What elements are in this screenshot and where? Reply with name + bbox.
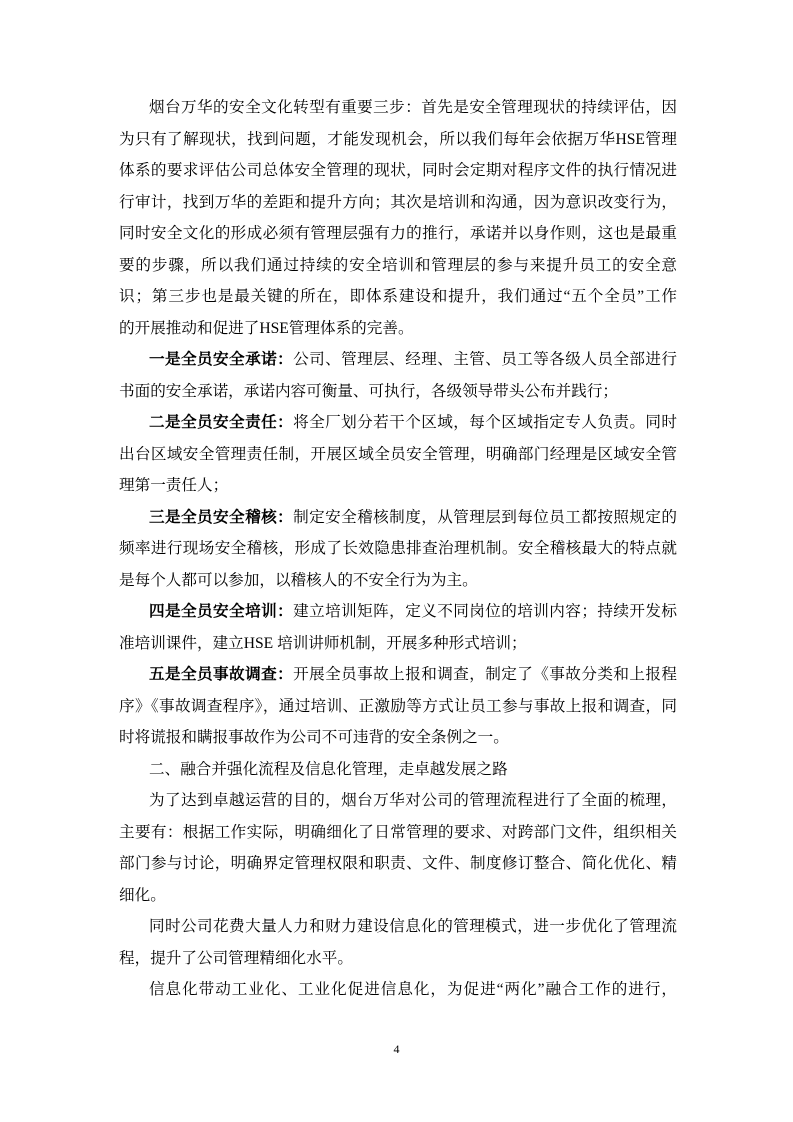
text-line: 信息化带动工业化、工业化促进信息化，为促进“两化”融合工作的进行，: [149, 981, 677, 998]
paragraph-safety-responsibility: [119, 407, 677, 502]
text-line: 出台区域安全管理责任制，开展区域全员安全管理，明确部门经理是区域安全管: [119, 445, 677, 463]
text-line: 程，提升了公司管理精细化水平。: [119, 949, 353, 967]
text-line: 烟台万华的安全文化转型有重要三步：首先是安全管理现状的持续评估，因: [149, 99, 677, 116]
bold-lead-heading: 五是全员事故调查：: [149, 666, 294, 683]
paragraph-two-integration: [119, 974, 677, 1006]
paragraph-safety-commitment: [119, 344, 677, 407]
bold-lead-heading: 二是全员安全责任：: [149, 414, 294, 431]
text-line: 为只有了解现状，找到问题，才能发现机会，所以我们每年会依据万华HSE管理: [119, 130, 677, 148]
bold-lead-heading: 四是全员安全培训：: [149, 603, 294, 620]
paragraph-process-review: [119, 785, 677, 911]
paragraph-incident-investigation: [119, 659, 677, 754]
text-line: [119, 659, 677, 691]
text-line: 行审计，找到万华的差距和提升方向；其次是培训和沟通，因为意识改变行为，: [119, 193, 677, 211]
paragraph-safety-audit: [119, 502, 677, 597]
text-line: 部门参与讨论，明确界定管理权限和职责、文件、制度修订整合、简化优化、精: [119, 855, 677, 872]
text-line: [119, 502, 677, 534]
text-line: [119, 596, 677, 628]
text-line: 时将谎报和瞒报事故作为公司不可违背的安全条例之一。: [119, 729, 509, 746]
text-line: 二、融合并强化流程及信息化管理，走卓越发展之路: [149, 760, 508, 778]
text-line: [119, 344, 677, 376]
text-line: 体系的要求评估公司总体安全管理的现状，同时会定期对程序文件的执行情况进: [119, 162, 677, 179]
text-line: [119, 407, 677, 439]
text-line: 同时公司花费大量人力和财力建设信息化的管理模式，进一步优化了管理流: [149, 918, 677, 935]
text-line: 同时安全文化的形成必须有管理层强有力的推行，承诺并以身作则，这也是最重: [119, 225, 677, 242]
text-line: 理第一责任人；: [119, 477, 229, 494]
text-run: 开展全员事故上报和调查，制定了《事故分类和上报程: [293, 666, 677, 683]
document-body: [119, 92, 677, 1006]
text-line: 书面的安全承诺，承诺内容可衡量、可执行，各级领导带头公布并践行；: [119, 382, 619, 400]
text-line: 要的步骤，所以我们通过持续的安全培训和管理层的参与来提升员工的安全意: [119, 256, 677, 274]
text-line: 准培训课件，建立HSE 培训讲师机制，开展多种形式培训；: [119, 634, 527, 652]
text-line: 序》《事故调查程序》，通过培训、正激励等方式让员工参与事故上报和调查，同: [119, 697, 677, 715]
text-line: 的开展推动和促进了HSE管理体系的完善。: [119, 319, 414, 337]
text-line: 识；第三步也是最关键的所在，即体系建设和提升，我们通过“五个全员”工作: [119, 288, 677, 305]
section-heading: [119, 754, 677, 786]
paragraph-safety-training: [119, 596, 677, 659]
text-run: 将全厂划分若干个区域，每个区域指定专人负责。同时: [293, 414, 677, 431]
text-line: 是每个人都可以参加，以稽核人的不安全行为为主。: [119, 571, 478, 589]
text-run: 制定安全稽核制度，从管理层到每位员工都按照规定的: [293, 508, 677, 526]
text-line: 频率进行现场安全稽核，形成了长效隐患排查治理机制。安全稽核最大的特点就: [119, 540, 677, 557]
text-run: 建立培训矩阵，定义不同岗位的培训内容；持续开发标: [293, 603, 677, 620]
paragraph-safety-culture-steps: [119, 92, 677, 344]
text-line: 细化。: [119, 886, 166, 904]
bold-lead-heading: 三是全员安全稽核：: [149, 508, 294, 526]
text-line: 为了达到卓越运营的目的，烟台万华对公司的管理流程进行了全面的梳理，: [149, 792, 677, 809]
bold-lead-heading: 一是全员安全承诺：: [149, 351, 294, 368]
paragraph-informatization: [119, 911, 677, 974]
text-run: 公司、管理层、经理、主管、员工等各级人员全部进行: [293, 351, 677, 368]
text-line: 主要有：根据工作实际，明确细化了日常管理的要求、对跨部门文件，组织相关: [119, 823, 677, 841]
page-number: 4: [393, 1042, 400, 1056]
